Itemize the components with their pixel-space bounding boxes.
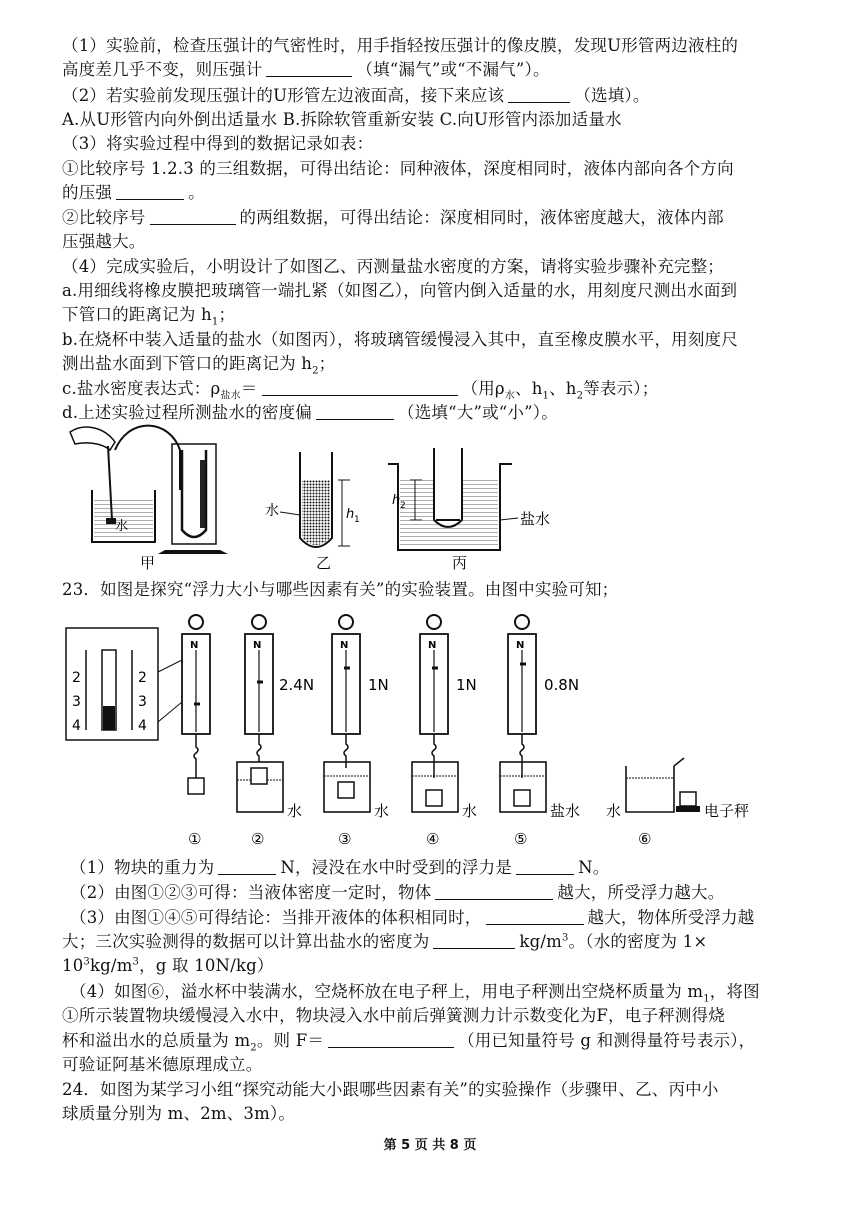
svg-text:电子秤: 电子秤 — [704, 802, 750, 820]
scale-2 — [237, 615, 314, 820]
answer-blank[interactable] — [150, 210, 236, 225]
q22-part3: （3）将实验过程中得到的数据记录如表： — [62, 134, 374, 153]
q23-part4-b: ①所示装置物块缓慢浸入水中，物块浸入水中前后弹簧测力计示数变化为F，电子秤测得烧 — [62, 1006, 725, 1025]
svg-text:0.8N: 0.8N — [544, 676, 580, 694]
q22-part2: （2）若实验前发现压强计的U形管左边液面高，接下来应该 （选填）。 — [62, 86, 650, 105]
svg-text:盐水: 盐水 — [550, 802, 581, 820]
q22-part3-1b: 的压强 。 — [62, 183, 205, 202]
answer-blank[interactable] — [516, 860, 574, 875]
q22-step-a1: a.用细线将橡皮膜把玻璃管一端扎紧（如图乙），向管内倒入适量的水，用刻度尺测出水面到 — [62, 281, 738, 300]
svg-text:水: 水 — [374, 802, 390, 820]
q23-part3-c: $10^3kg/m^3$，g 取 10N/kg） — [62, 956, 274, 975]
svg-text:2: 2 — [400, 501, 406, 511]
answer-blank[interactable] — [328, 1033, 454, 1048]
q23-part3-b: 大；三次实验测得的数据可以计算出盐水的密度为 $kg/m^3$。（水的密度为 1× — [62, 932, 708, 951]
q22-options: A.从U形管内向外倒出适量水 B.拆除软管重新安装 C.向U形管内添加适量水 — [62, 110, 622, 129]
q22-step-c: c.盐水密度表达式：$\rho_{盐水}=$ （用$\rho_水$、$h_1$、$h_2$等表示）； — [62, 379, 659, 402]
q22-step-b2: 测出盐水面到下管口的距离记为 $h_2$； — [62, 354, 336, 377]
svg-text:水: 水 — [462, 802, 478, 820]
svg-text:1N: 1N — [368, 676, 389, 694]
svg-text:N: N — [253, 640, 262, 651]
svg-text:1N: 1N — [456, 676, 477, 694]
page-footer: 第 5 页 共 8 页 — [383, 1138, 477, 1153]
svg-text:3: 3 — [72, 694, 81, 710]
svg-text:水: 水 — [265, 503, 279, 519]
svg-text:水: 水 — [115, 519, 129, 534]
svg-text:h: h — [392, 493, 401, 508]
q22-part3-2: ②比较序号 的两组数据，可得出结论：深度相同时，液体密度越大，液体内部 — [62, 208, 724, 227]
svg-text:盐水: 盐水 — [520, 510, 551, 528]
svg-text:③: ③ — [338, 830, 352, 848]
overflow-cup-setup — [606, 758, 749, 820]
q22-part3-2c: 压强越大。 — [62, 232, 146, 251]
q22-part1-line1: （1）实验前，检查压强计的气密性时，用手指轻按压强计的像皮膜，发现U形管两边液柱的 — [62, 36, 739, 55]
svg-text:3: 3 — [138, 694, 147, 710]
answer-blank[interactable] — [486, 910, 584, 925]
answer-blank[interactable] — [116, 185, 184, 200]
beaker-bing — [388, 448, 550, 570]
answer-blank[interactable] — [508, 88, 570, 103]
answer-blank[interactable] — [433, 934, 515, 949]
svg-text:N: N — [340, 640, 349, 651]
svg-text:水: 水 — [287, 802, 303, 820]
tube-yi — [265, 452, 360, 570]
q23-part4-d: 可验证阿基米德原理成立。 — [62, 1055, 263, 1074]
svg-text:⑥: ⑥ — [638, 830, 652, 848]
answer-blank[interactable] — [218, 860, 276, 875]
svg-text:①: ① — [188, 830, 202, 848]
svg-text:乙: 乙 — [316, 554, 332, 570]
scale-4 — [412, 615, 477, 820]
svg-text:4: 4 — [138, 718, 147, 734]
q22-part1-line2: 高度差几乎不变，则压强计 （填“漏气”或“不漏气”）。 — [62, 60, 550, 79]
q23-figure — [62, 612, 782, 852]
q22-part3-1: ①比较序号 1.2.3 的三组数据，可得出结论：同种液体，深度相同时，液体内部向各个方向 — [62, 159, 734, 178]
svg-text:④: ④ — [426, 830, 440, 848]
answer-blank[interactable] — [435, 885, 553, 900]
q23-part4-a: （4）如图⑥，溢水杯中装满水，空烧杯放在电子秤上，用电子秤测出空烧杯质量为 $m_1$，将图 — [70, 982, 760, 1005]
svg-text:⑤: ⑤ — [514, 830, 528, 848]
svg-text:4: 4 — [72, 718, 81, 734]
scale-3 — [324, 615, 389, 820]
svg-text:2: 2 — [72, 670, 81, 686]
q22-figure — [60, 420, 620, 570]
q23-part4-c: 杯和溢出水的总质量为 $m_2$。则 F＝ （用已知量符号 g 和测得量符号表示）， — [62, 1031, 756, 1054]
q24-line2: 球质量分别为 m、2m、3m）。 — [62, 1104, 296, 1123]
answer-blank[interactable] — [266, 62, 352, 77]
q23-part1: （1）物块的重力为 N，浸没在水中时受到的浮力是 N。 — [70, 858, 610, 877]
svg-text:1: 1 — [354, 515, 360, 525]
q23-part2: （2）由图①②③可得：当液体密度一定时，物体 越大，所受浮力越大。 — [70, 883, 725, 902]
scale-1 — [182, 615, 210, 794]
svg-text:2.4N: 2.4N — [279, 676, 315, 694]
q22-part4: （4）完成实验后，小明设计了如图乙、丙测量盐水密度的方案，请将实验步骤补充完整； — [62, 257, 724, 276]
svg-text:N: N — [516, 640, 525, 651]
svg-text:②: ② — [251, 830, 265, 848]
answer-blank[interactable] — [316, 405, 394, 420]
svg-text:N: N — [190, 640, 199, 651]
svg-text:丙: 丙 — [452, 554, 468, 570]
svg-text:2: 2 — [138, 670, 147, 686]
beaker-jia — [70, 426, 228, 570]
q23-title: 23．如图是探究“浮力大小与哪些因素有关”的实验装置。由图中实验可知； — [62, 580, 619, 599]
scale-5 — [500, 615, 580, 820]
answer-blank[interactable] — [262, 381, 458, 396]
svg-text:甲: 甲 — [140, 554, 156, 570]
q22-step-a2: 下管口的距离记为 $h_1$； — [62, 305, 236, 328]
svg-text:水: 水 — [606, 802, 622, 820]
svg-text:h: h — [346, 507, 355, 522]
svg-text:N: N — [428, 640, 437, 651]
q22-step-d: d.上述实验过程所测盐水的密度偏 （选填“大”或“小”）。 — [62, 403, 558, 422]
zoom-inset — [66, 628, 182, 740]
q23-part3: （3）由图①④⑤可得结论：当排开液体的体积相同时， 越大，物体所受浮力越 — [70, 908, 755, 927]
q22-step-b1: b.在烧杯中装入适量的盐水（如图丙），将玻璃管缓慢浸入其中，直至橡皮膜水平，用刻度尺 — [62, 330, 738, 349]
q24-line1: 24．如图为某学习小组“探究动能大小跟哪些因素有关”的实验操作（步骤甲、乙、丙中小 — [62, 1080, 719, 1099]
